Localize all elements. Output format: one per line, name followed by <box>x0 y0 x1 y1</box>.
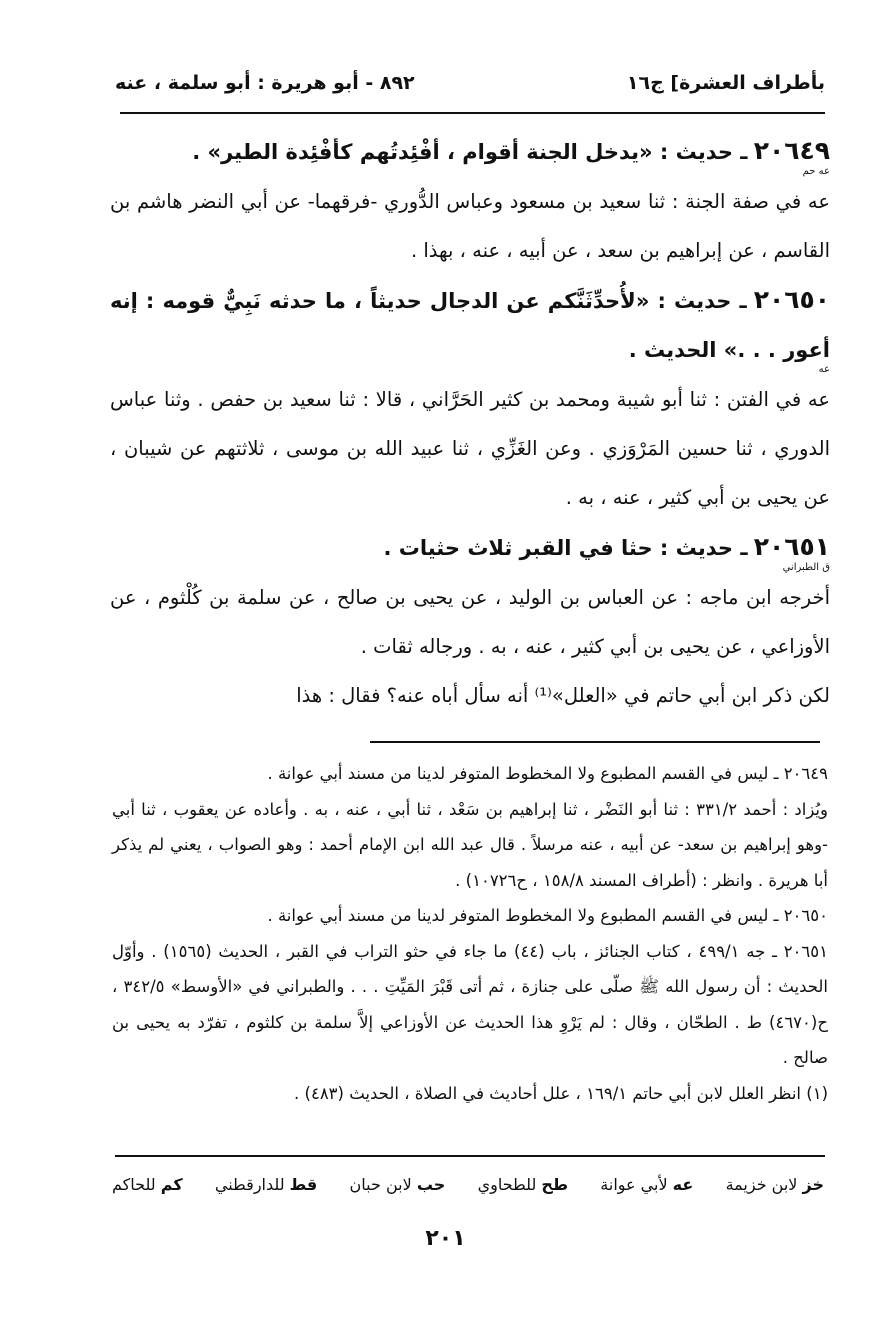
footnote: (١) انظر العلل لابن أبي حاتم ١٦٩/١ ، علل أحاديث في الصلاة ، الحديث (٤٨٣) . <box>294 1083 828 1103</box>
entry-heading <box>110 126 830 177</box>
entry-number: ٢٠٦٥١ <box>753 532 830 561</box>
abbreviation-item: عه لأبي عوانة <box>600 1174 694 1194</box>
header-divider <box>120 112 825 114</box>
abbreviation-item: طح للطحاوي <box>477 1174 569 1194</box>
page-header <box>115 66 825 100</box>
footnote: ويُزاد : أحمد ٣٣١/٢ : ثنا أبو النَضْر ، ثنا إبراهيم بن سَعْد ، ثنا أبي ، عنه ، به . وأعاده عن يعقوب ، ثنا أبي -وهو إبراهيم بن سعد- عن أبيه ، عنه مرسلاً . قال عبد الله ابن الإمام أحمد : وهو الصواب ، يعني لم يذكر أبا هريرة . وانظر : (أطراف المسند ١٥٨/٨ ، ح١٠٧٢٦) . <box>112 799 828 890</box>
entry-body: أخرجه ابن ماجه : عن العباس بن الوليد ، عن يحيى بن صالح ، عن سلمة بن كُلْثوم ، عن الأوزاعي ، عن يحيى بن أبي كثير ، عنه ، به . ورجاله ثقات . <box>110 586 830 658</box>
footnote: ٢٠٦٥١ ـ جه ٤٩٩/١ ، كتاب الجنائز ، باب (٤٤) ما جاء في حثو التراب في القبر ، الحديث (١٥٦٥) . وأوّل الحديث : أن رسول الله ﷺ صلّى على جنازة ، ثم أتى قَبْرَ المَيِّتِ . . . والطبراني في «الأوسط» ٣٤٢/٥ ، ح(٤٦٧٠) ط . الطحّان ، وقال : لم يَرْوِ هذا الحديث عن الأوزاعي إلاَّ سلمة بن كلثوم ، تفرّد به يحيى بن صالح . <box>112 941 828 1067</box>
running-head-section: ٨٩٢ - أبو هريرة : أبو سلمة ، عنه <box>115 72 415 94</box>
abbreviation-item: حب لابن حبان <box>349 1174 446 1194</box>
abbreviations-key <box>112 1166 824 1202</box>
running-head-book-title: بأطراف العشرة] ج١٦ <box>626 72 825 94</box>
hadith-entry <box>110 275 830 522</box>
entry-title: ـ حديث : حثا في القبر ثلاث حثيات . <box>383 536 748 560</box>
entry-sigla: عه <box>818 364 830 375</box>
entry-body: عه في الفتن : ثنا أبو شيبة ومحمد بن كثير الحَرَّاني ، قالا : ثنا سعيد بن حفص . وثنا عباس الدوري ، ثنا حسين المَرْوَزي . وعن الغَزِّي ، ثنا عبيد الله بن موسى ، ثلاثتهم عن شيبان ، عن يحيى بن أبي كثير ، عنه ، به . <box>110 388 830 509</box>
hadith-entry <box>110 522 830 720</box>
abbreviations-divider <box>115 1155 825 1157</box>
entry-title: ـ حديث : «لأُحدِّثَنَّكم عن الدجال حديثاً ، ما حدثه نَبِيٌّ قومه : إنه أعور . . .» الحديث . <box>110 289 830 362</box>
hadith-entry <box>110 126 830 275</box>
footnote: ٢٠٦٥٠ ـ ليس في القسم المطبوع ولا المخطوط المتوفر لدينا من مسند أبي عوانة . <box>267 906 828 925</box>
abbreviation-item: خز لابن خزيمة <box>725 1174 824 1194</box>
entry-sigla: عه حم <box>802 166 830 177</box>
main-text <box>110 126 830 720</box>
entry-body-continued: لكن ذكر ابن أبي حاتم في «العلل»⁽¹⁾ أنه سأل أباه عنه؟ فقال : هذا <box>296 684 830 707</box>
entry-heading <box>110 275 830 375</box>
abbreviation-item: كم للحاكم <box>112 1174 183 1194</box>
entry-number: ٢٠٦٤٩ <box>753 136 830 165</box>
footnotes <box>112 756 828 1111</box>
abbreviation-item: قط للدارقطني <box>214 1174 318 1194</box>
footnote-divider <box>370 741 820 743</box>
entry-number: ٢٠٦٥٠ <box>753 285 830 314</box>
page-number: ٢٠١ <box>425 1226 466 1251</box>
entry-title: ـ حديث : «يدخل الجنة أقوام ، أفْئِدتُهم كأفْئِدة الطير» . <box>192 140 748 164</box>
entry-sigla: ق الطبراني <box>782 562 830 573</box>
footnote: ٢٠٦٤٩ ـ ليس في القسم المطبوع ولا المخطوط المتوفر لدينا من مسند أبي عوانة . <box>267 764 828 783</box>
entry-body: عه في صفة الجنة : ثنا سعيد بن مسعود وعباس الدُّوري -فرقهما- عن أبي النضر هاشم بن القاسم ، عن إبراهيم بن سعد ، عن أبيه ، عنه ، بهذا . <box>110 190 830 262</box>
